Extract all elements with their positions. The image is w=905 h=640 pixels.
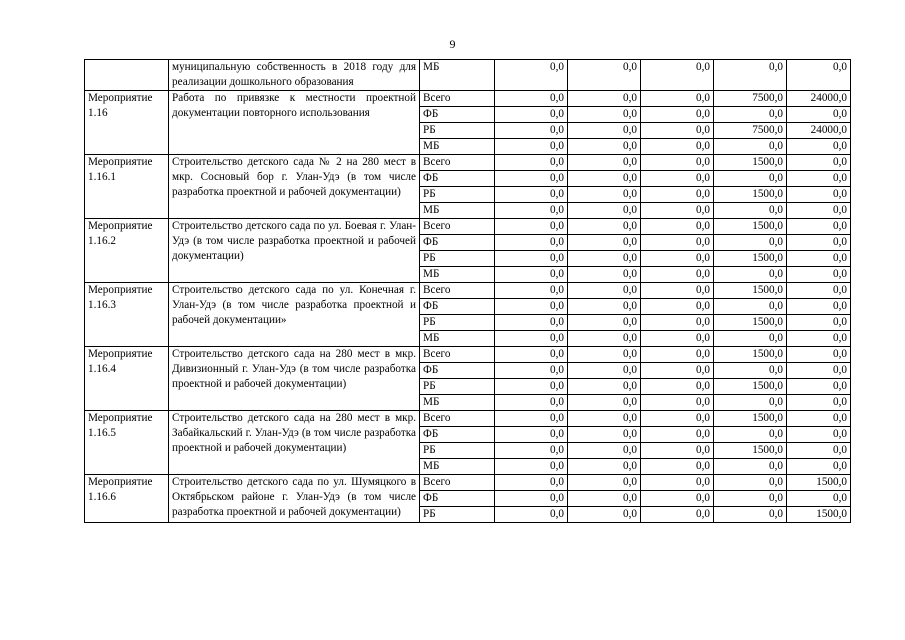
amount-cell: 0,0: [714, 171, 787, 187]
amount-cell: 0,0: [495, 139, 568, 155]
amount-cell: 0,0: [787, 107, 851, 123]
activity-name: Строительство детского сада № 2 на 280 мест в мкр. Сосновый бор г. Улан-Удэ (в том числе разработка проектной и рабочей документации): [169, 155, 420, 219]
funding-source: ФБ: [420, 299, 495, 315]
activity-id: Мероприятие 1.16.5: [85, 411, 169, 475]
amount-cell: 0,0: [568, 235, 641, 251]
amount-cell: 0,0: [495, 475, 568, 491]
amount-cell: 0,0: [568, 267, 641, 283]
amount-cell: 0,0: [641, 427, 714, 443]
amount-cell: 0,0: [568, 315, 641, 331]
amount-cell: 0,0: [495, 123, 568, 139]
funding-source: РБ: [420, 315, 495, 331]
funding-source: ФБ: [420, 107, 495, 123]
table-row: [85, 411, 851, 427]
amount-cell: 0,0: [787, 315, 851, 331]
amount-cell: 0,0: [714, 395, 787, 411]
amount-cell: 0,0: [641, 347, 714, 363]
amount-cell: 0,0: [495, 491, 568, 507]
amount-cell: 1500,0: [714, 283, 787, 299]
activity-name: Строительство детского сада на 280 мест в мкр. Дивизионный г. Улан-Удэ (в том числе разработка проектной и рабочей документации): [169, 347, 420, 411]
amount-cell: 0,0: [568, 347, 641, 363]
amount-cell: 0,0: [495, 459, 568, 475]
funding-source: РБ: [420, 379, 495, 395]
amount-cell: 0,0: [641, 443, 714, 459]
page-number: 9: [449, 37, 456, 51]
activity-id: Мероприятие 1.16.1: [85, 155, 169, 219]
amount-cell: 0,0: [568, 475, 641, 491]
activity-id: Мероприятие 1.16: [85, 91, 169, 155]
funding-source: МБ: [420, 459, 495, 475]
amount-cell: 0,0: [714, 107, 787, 123]
funding-source: МБ: [420, 395, 495, 411]
amount-cell: 0,0: [568, 203, 641, 219]
amount-cell: 0,0: [787, 443, 851, 459]
amount-cell: 0,0: [641, 299, 714, 315]
amount-cell: 1500,0: [787, 475, 851, 491]
funding-source: МБ: [420, 267, 495, 283]
amount-cell: 0,0: [787, 459, 851, 475]
amount-cell: 0,0: [641, 155, 714, 171]
amount-cell: 0,0: [568, 155, 641, 171]
amount-cell: 0,0: [714, 139, 787, 155]
amount-cell: 0,0: [641, 491, 714, 507]
table-row: [85, 60, 851, 91]
amount-cell: 0,0: [495, 443, 568, 459]
amount-cell: 0,0: [641, 283, 714, 299]
amount-cell: 0,0: [787, 491, 851, 507]
amount-cell: 0,0: [641, 203, 714, 219]
amount-cell: 0,0: [568, 299, 641, 315]
amount-cell: 0,0: [641, 60, 714, 91]
amount-cell: 0,0: [714, 507, 787, 523]
amount-cell: 0,0: [714, 331, 787, 347]
table-row: [85, 347, 851, 363]
amount-cell: 7500,0: [714, 91, 787, 107]
activity-id: [85, 60, 169, 91]
amount-cell: 1500,0: [714, 155, 787, 171]
amount-cell: 0,0: [787, 60, 851, 91]
amount-cell: 1500,0: [714, 315, 787, 331]
table-row: [85, 283, 851, 299]
amount-cell: 0,0: [787, 219, 851, 235]
amount-cell: 0,0: [495, 219, 568, 235]
amount-cell: 0,0: [787, 299, 851, 315]
activity-name: муниципальную собственность в 2018 году для реализации дошкольного образования: [169, 60, 420, 91]
amount-cell: 0,0: [641, 235, 714, 251]
funding-source: МБ: [420, 331, 495, 347]
table-row: [85, 91, 851, 107]
activity-id: Мероприятие 1.16.4: [85, 347, 169, 411]
amount-cell: 0,0: [787, 171, 851, 187]
amount-cell: 0,0: [568, 443, 641, 459]
activity-name: Строительство детского сада по ул. Конечная г. Улан-Удэ (в том числе разработка проектной и рабочей документации»: [169, 283, 420, 347]
amount-cell: 0,0: [787, 155, 851, 171]
funding-source: ФБ: [420, 171, 495, 187]
activity-name: Строительство детского сада по ул. Шумяцкого в Октябрьском районе г. Улан-Удэ (в том числе разработка проектной и рабочей документации): [169, 475, 420, 523]
amount-cell: 1500,0: [714, 187, 787, 203]
amount-cell: 0,0: [787, 251, 851, 267]
funding-source: ФБ: [420, 491, 495, 507]
amount-cell: 0,0: [787, 283, 851, 299]
amount-cell: 0,0: [641, 123, 714, 139]
amount-cell: 0,0: [495, 155, 568, 171]
amount-cell: 0,0: [714, 491, 787, 507]
amount-cell: 0,0: [568, 331, 641, 347]
amount-cell: 0,0: [568, 363, 641, 379]
amount-cell: 0,0: [641, 363, 714, 379]
funding-source: МБ: [420, 139, 495, 155]
amount-cell: 0,0: [641, 91, 714, 107]
amount-cell: 0,0: [495, 379, 568, 395]
amount-cell: 0,0: [495, 427, 568, 443]
amount-cell: 0,0: [495, 331, 568, 347]
budget-table: [84, 59, 851, 523]
amount-cell: 0,0: [787, 267, 851, 283]
amount-cell: 0,0: [787, 139, 851, 155]
amount-cell: 0,0: [714, 459, 787, 475]
activity-id: Мероприятие 1.16.2: [85, 219, 169, 283]
funding-source: РБ: [420, 251, 495, 267]
amount-cell: 0,0: [714, 475, 787, 491]
funding-source: Всего: [420, 475, 495, 491]
amount-cell: 0,0: [714, 235, 787, 251]
funding-source: Всего: [420, 347, 495, 363]
amount-cell: 0,0: [568, 411, 641, 427]
amount-cell: 0,0: [641, 187, 714, 203]
amount-cell: 0,0: [568, 427, 641, 443]
amount-cell: 0,0: [495, 315, 568, 331]
amount-cell: 0,0: [714, 267, 787, 283]
amount-cell: 0,0: [495, 235, 568, 251]
amount-cell: 0,0: [568, 507, 641, 523]
amount-cell: 0,0: [787, 347, 851, 363]
amount-cell: 0,0: [568, 171, 641, 187]
table-row: [85, 155, 851, 171]
amount-cell: 0,0: [495, 251, 568, 267]
funding-source: Всего: [420, 411, 495, 427]
amount-cell: 0,0: [568, 107, 641, 123]
funding-source: Всего: [420, 283, 495, 299]
amount-cell: 0,0: [787, 379, 851, 395]
amount-cell: 0,0: [495, 363, 568, 379]
amount-cell: 0,0: [568, 187, 641, 203]
amount-cell: 0,0: [641, 395, 714, 411]
amount-cell: 0,0: [568, 251, 641, 267]
amount-cell: 0,0: [787, 411, 851, 427]
amount-cell: 0,0: [714, 299, 787, 315]
amount-cell: 0,0: [495, 347, 568, 363]
amount-cell: 0,0: [495, 411, 568, 427]
amount-cell: 0,0: [568, 395, 641, 411]
funding-source: Всего: [420, 91, 495, 107]
amount-cell: 0,0: [787, 427, 851, 443]
funding-source: Всего: [420, 155, 495, 171]
amount-cell: 0,0: [641, 331, 714, 347]
amount-cell: 0,0: [495, 299, 568, 315]
amount-cell: 0,0: [641, 219, 714, 235]
table-row: [85, 219, 851, 235]
amount-cell: 0,0: [787, 363, 851, 379]
amount-cell: 0,0: [568, 283, 641, 299]
amount-cell: 0,0: [568, 91, 641, 107]
amount-cell: 0,0: [641, 171, 714, 187]
amount-cell: 1500,0: [787, 507, 851, 523]
amount-cell: 0,0: [641, 475, 714, 491]
amount-cell: 0,0: [495, 267, 568, 283]
activity-id: Мероприятие 1.16.6: [85, 475, 169, 523]
amount-cell: 1500,0: [714, 347, 787, 363]
amount-cell: 0,0: [568, 123, 641, 139]
amount-cell: 1500,0: [714, 443, 787, 459]
amount-cell: 0,0: [787, 395, 851, 411]
amount-cell: 0,0: [495, 187, 568, 203]
funding-source: МБ: [420, 203, 495, 219]
amount-cell: 0,0: [495, 91, 568, 107]
amount-cell: 24000,0: [787, 123, 851, 139]
amount-cell: 0,0: [641, 315, 714, 331]
activity-id: Мероприятие 1.16.3: [85, 283, 169, 347]
amount-cell: 1500,0: [714, 219, 787, 235]
table-row: [85, 475, 851, 491]
funding-source: ФБ: [420, 363, 495, 379]
amount-cell: 0,0: [714, 427, 787, 443]
funding-source: Всего: [420, 219, 495, 235]
activity-name: Работа по привязке к местности проектной документации повторного использования: [169, 91, 420, 155]
activity-name: Строительство детского сада по ул. Боевая г. Улан-Удэ (в том числе разработка проектной и рабочей документации): [169, 219, 420, 283]
amount-cell: 0,0: [787, 235, 851, 251]
amount-cell: 0,0: [714, 363, 787, 379]
amount-cell: 0,0: [787, 203, 851, 219]
amount-cell: 0,0: [787, 331, 851, 347]
amount-cell: 0,0: [495, 171, 568, 187]
amount-cell: 0,0: [495, 395, 568, 411]
amount-cell: 0,0: [641, 251, 714, 267]
amount-cell: 1500,0: [714, 411, 787, 427]
funding-source: РБ: [420, 187, 495, 203]
amount-cell: 0,0: [641, 107, 714, 123]
funding-source: РБ: [420, 443, 495, 459]
funding-source: РБ: [420, 123, 495, 139]
funding-source: ФБ: [420, 235, 495, 251]
funding-source: РБ: [420, 507, 495, 523]
amount-cell: 0,0: [641, 139, 714, 155]
amount-cell: 0,0: [641, 507, 714, 523]
amount-cell: 0,0: [641, 459, 714, 475]
amount-cell: 0,0: [641, 379, 714, 395]
amount-cell: 1500,0: [714, 251, 787, 267]
amount-cell: 0,0: [568, 60, 641, 91]
amount-cell: 1500,0: [714, 379, 787, 395]
activity-name: Строительство детского сада на 280 мест в мкр. Забайкальский г. Улан-Удэ (в том числе разработка проектной и рабочей документации): [169, 411, 420, 475]
amount-cell: 0,0: [714, 203, 787, 219]
amount-cell: 7500,0: [714, 123, 787, 139]
amount-cell: 0,0: [495, 60, 568, 91]
amount-cell: 0,0: [495, 507, 568, 523]
amount-cell: 0,0: [495, 283, 568, 299]
funding-source: МБ: [420, 60, 495, 91]
amount-cell: 0,0: [568, 491, 641, 507]
funding-source: ФБ: [420, 427, 495, 443]
amount-cell: 0,0: [495, 203, 568, 219]
amount-cell: 0,0: [641, 267, 714, 283]
amount-cell: 0,0: [714, 60, 787, 91]
amount-cell: 0,0: [641, 411, 714, 427]
amount-cell: 0,0: [568, 379, 641, 395]
amount-cell: 0,0: [495, 107, 568, 123]
amount-cell: 0,0: [568, 219, 641, 235]
amount-cell: 24000,0: [787, 91, 851, 107]
amount-cell: 0,0: [568, 459, 641, 475]
amount-cell: 0,0: [787, 187, 851, 203]
amount-cell: 0,0: [568, 139, 641, 155]
table-body: [85, 60, 851, 523]
